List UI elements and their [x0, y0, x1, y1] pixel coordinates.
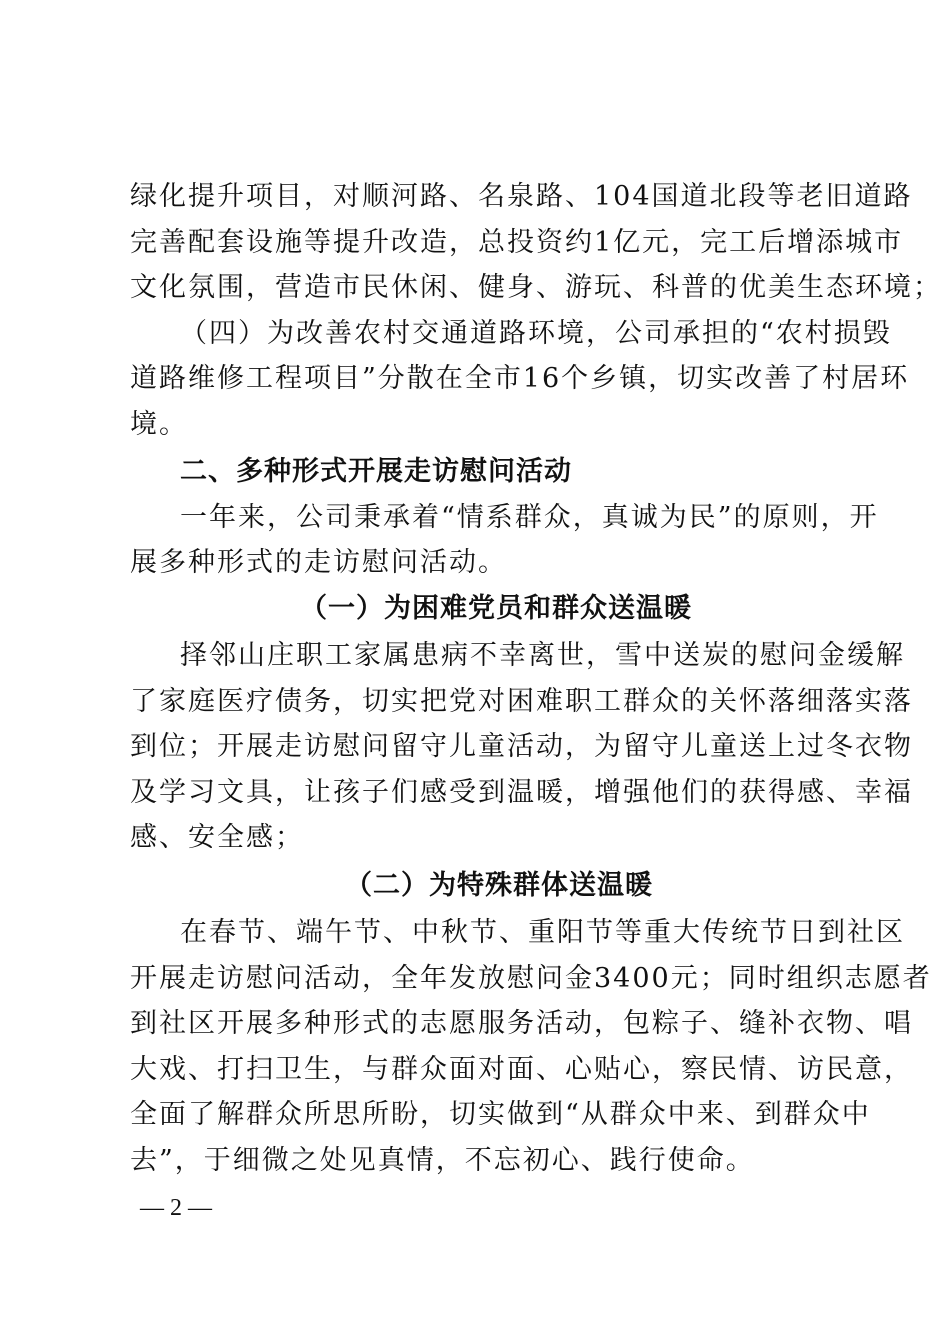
paragraph-line: 在春节、端午节、中秋节、重阳节等重大传统节日到社区	[180, 917, 905, 948]
paragraph-line: 去”，于细微之处见真情，不忘初心、践行使命。	[130, 1145, 755, 1176]
paragraph-line: （四）为改善农村交通道路环境，公司承担的“农村损毁	[180, 318, 892, 349]
paragraph-line: 展多种形式的走访慰问活动。	[130, 547, 507, 578]
paragraph-line: 了家庭医疗债务，切实把党对困难职工群众的关怀落细落实落	[130, 686, 913, 717]
paragraph-line: 全面了解群众所思所盼，切实做到“从群众中来、到群众中	[130, 1099, 871, 1130]
paragraph-line: 到位；开展走访慰问留守儿童活动，为留守儿童送上过冬衣物	[130, 731, 913, 762]
paragraph-line: 开展走访慰问活动，全年发放慰问金3400元；同时组织志愿者	[130, 963, 932, 994]
paragraph-line: 一年来，公司秉承着“情系群众，真诚为民”的原则，开	[180, 502, 879, 533]
paragraph-line: 文化氛围，营造市民休闲、健身、游玩、科普的优美生态环境；	[130, 272, 942, 303]
paragraph-line: 绿化提升项目，对顺河路、名泉路、104国道北段等老旧道路	[130, 181, 913, 212]
paragraph-line: 境。	[130, 409, 188, 440]
paragraph-line: 择邻山庄职工家属患病不幸离世，雪中送炭的慰问金缓解	[180, 640, 905, 671]
page-number: — 2 —	[140, 1195, 212, 1221]
paragraph-line: 感、安全感；	[130, 822, 304, 853]
paragraph-line: 及学习文具，让孩子们感受到温暖，增强他们的获得感、幸福	[130, 777, 913, 808]
paragraph-line: 大戏、打扫卫生，与群众面对面、心贴心，察民情、访民意，	[130, 1054, 913, 1085]
paragraph-line: 完善配套设施等提升改造，总投资约1亿元，完工后增添城市	[130, 227, 904, 258]
paragraph-line: 到社区开展多种形式的志愿服务活动，包粽子、缝补衣物、唱	[130, 1008, 913, 1039]
subsection-title: （一）为困难党员和群众送温暖	[300, 593, 692, 624]
subsection-title: （二）为特殊群体送温暖	[345, 870, 653, 901]
section-heading: 二、多种形式开展走访慰问活动	[180, 456, 572, 487]
paragraph-line: 道路维修工程项目”分散在全市16个乡镇，切实改善了村居环	[130, 363, 910, 394]
